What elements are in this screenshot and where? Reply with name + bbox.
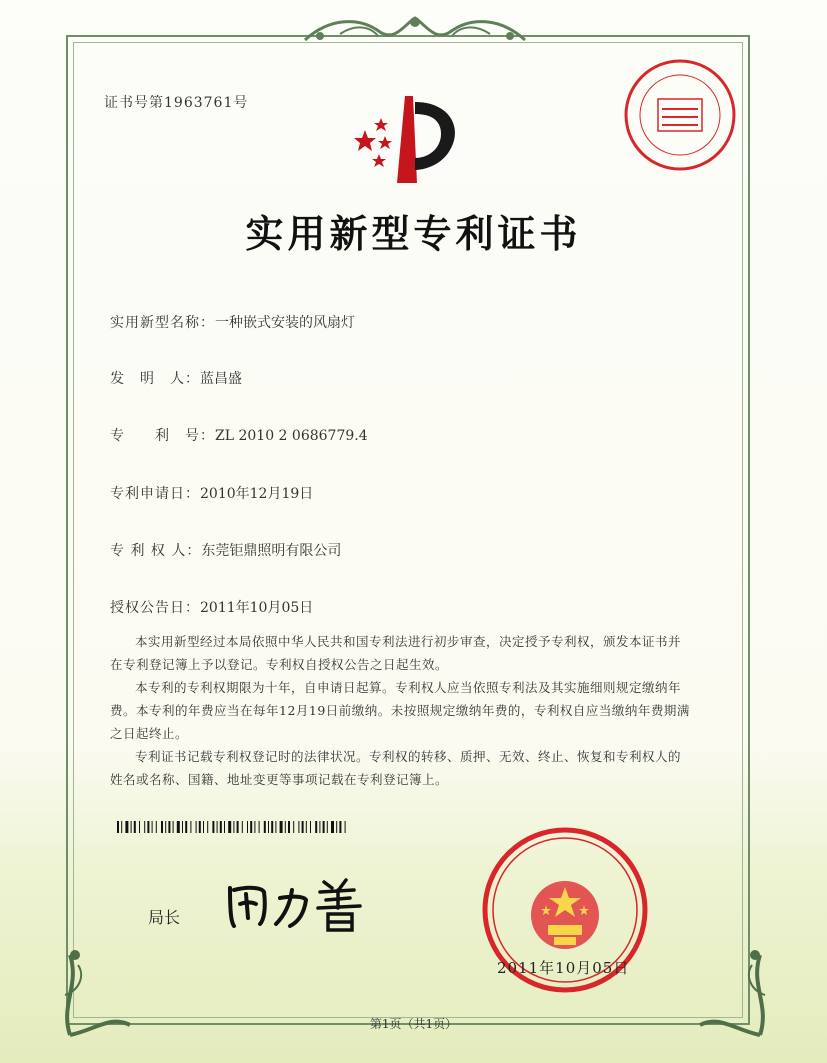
- director-signature-icon: [220, 868, 390, 938]
- field-application-date: [110, 483, 313, 503]
- tax-stamp-icon: [620, 55, 740, 175]
- field-patent-number: [110, 425, 368, 445]
- field-patentee: [110, 540, 341, 560]
- issue-date: 2011年10月05日: [497, 959, 630, 977]
- field-value: 2010年12月19日: [200, 486, 314, 502]
- field-value: 一种嵌式安装的风扇灯: [215, 315, 355, 331]
- field-value: 蓝昌盛: [200, 371, 242, 387]
- barcode-icon: [117, 821, 347, 833]
- certificate-title: 实用新型专利证书: [245, 212, 582, 256]
- certificate-number: 证书号第1963761号: [104, 95, 249, 111]
- field-grant-date: [110, 597, 313, 617]
- field-utility-model-name: [110, 312, 355, 332]
- top-ornament-icon: [300, 12, 530, 46]
- body-paragraph: 本专利的专利权期限为十年，自申请日起算。专利权人应当依照专利法及其实施细则规定缴纳年费。本专利的年费应当在每年12月19日前缴纳。未按照规定缴纳年费的，专利权自应当缴纳年费期满之日起终止。: [110, 680, 690, 741]
- field-value: ZL 2010 2 0686779.4: [215, 428, 368, 444]
- page-number: 第1页（共1页）: [369, 1017, 458, 1031]
- field-label: 发 明 人：: [110, 371, 200, 387]
- patent-office-emblem-icon: [345, 88, 475, 188]
- field-label: 专 利 号：: [110, 428, 215, 444]
- body-paragraph: 专利证书记载专利权登记时的法律状况。专利权的转移、质押、无效、终止、恢复和专利权人的姓名或名称、国籍、地址变更等事项记载在专利登记簿上。: [110, 749, 682, 787]
- field-label: 专利申请日：: [110, 486, 200, 502]
- body-paragraph: 本实用新型经过本局依照中华人民共和国专利法进行初步审查，决定授予专利权，颁发本证书并在专利登记簿上予以登记。专利权自授权公告之日起生效。: [110, 634, 682, 672]
- field-value: 东莞钜鼎照明有限公司: [201, 543, 342, 559]
- field-value: 2011年10月05日: [200, 600, 314, 616]
- field-inventor: [110, 368, 242, 388]
- certificate-body: [110, 630, 690, 791]
- field-label: 实用新型名称：: [110, 315, 215, 331]
- field-label: 授权公告日：: [110, 600, 200, 616]
- director-label: 局长: [148, 908, 181, 927]
- field-label: 专 利 权 人：: [110, 543, 202, 559]
